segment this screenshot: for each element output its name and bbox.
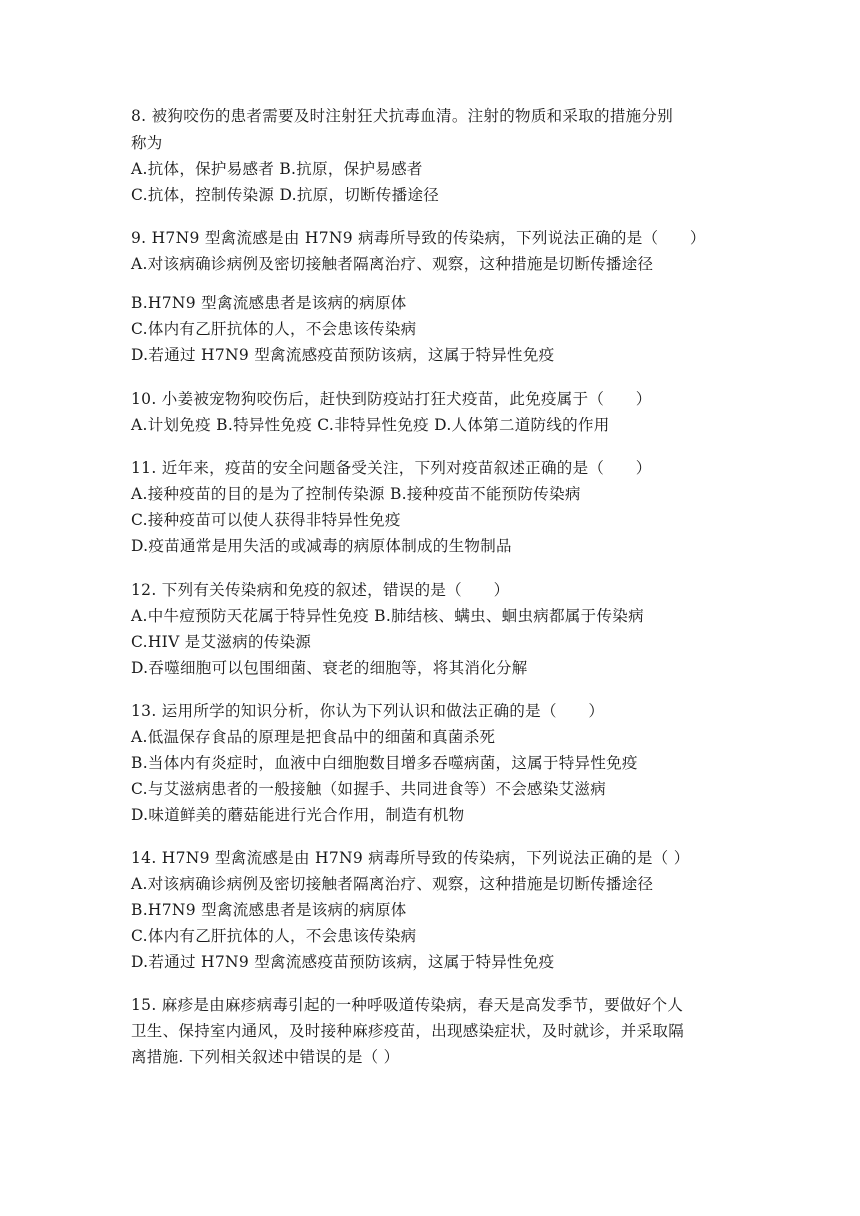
question-stem-line: 13. 运用所学的知识分析，你认为下列认识和做法正确的是（ ） [131,702,605,720]
option-line: C.体内有乙肝抗体的人，不会患该传染病 [131,320,417,338]
question-stem-line: 15. 麻疹是由麻疹病毒引起的一种呼吸道传染病，春天是高发季节，要做好个人 [131,996,684,1014]
option-line: A.对该病确诊病例及密切接触者隔离治疗、观察，这种措施是切断传播途径 [131,255,654,273]
option-line: A.计划免疫 B.特异性免疫 C.非特异性免疫 D.人体第二道防线的作用 [131,416,610,434]
question-stem-line: 9. H7N9 型禽流感是由 H7N9 病毒所导致的传染病，下列说法正确的是（ ） [131,229,706,247]
option-line: D.若通过 H7N9 型禽流感疫苗预防该病，这属于特异性免疫 [131,346,555,364]
question-stem-line: 卫生、保持室内通风，及时接种麻疹疫苗，出现感染症状，及时就诊，并采取隔 [131,1022,685,1040]
option-line: A.低温保存食品的原理是把食品中的细菌和真菌杀死 [131,728,496,746]
option-line: D.味道鲜美的蘑菇能进行光合作用，制造有机物 [131,806,465,824]
option-line: B.H7N9 型禽流感患者是该病的病原体 [131,901,407,919]
option-line: C.抗体，控制传染源 D.抗原，切断传播途径 [131,186,440,204]
question-stem-line: 14. H7N9 型禽流感是由 H7N9 病毒所导致的传染病，下列说法正确的是（ ） [131,849,690,867]
question-stem-line: 8. 被狗咬伤的患者需要及时注射狂犬抗毒血清。注射的物质和采取的措施分别 [131,107,674,125]
question-stem-line: 11. 近年来，疫苗的安全问题备受关注，下列对疫苗叙述正确的是（ ） [131,459,652,477]
question-stem-line: 10. 小姜被宠物狗咬伤后，赶快到防疫站打狂犬疫苗，此免疫属于（ ） [131,390,652,408]
option-line: B.H7N9 型禽流感患者是该病的病原体 [131,294,407,312]
question-stem-line: 离措施. 下列相关叙述中错误的是（ ） [131,1048,400,1066]
option-line: D.疫苗通常是用失活的或减毒的病原体制成的生物制品 [131,537,512,555]
option-line: A.接种疫苗的目的是为了控制传染源 B.接种疫苗不能预防传染病 [131,485,581,503]
option-line: B.当体内有炎症时，血液中白细胞数目增多吞噬病菌，这属于特异性免疫 [131,754,638,772]
option-line: A.中牛痘预防天花属于特异性免疫 B.肺结核、螨虫、蛔虫病都属于传染病 [131,607,644,625]
option-line: A.抗体，保护易感者 B.抗原，保护易感者 [131,160,423,178]
option-line: C.接种疫苗可以使人获得非特异性免疫 [131,511,401,529]
option-line: D.吞噬细胞可以包围细菌、衰老的细胞等，将其消化分解 [131,659,528,677]
question-stem-line: 12. 下列有关传染病和免疫的叙述，错误的是（ ） [131,581,510,599]
option-line: A.对该病确诊病例及密切接触者隔离治疗、观察，这种措施是切断传播途径 [131,875,654,893]
option-line: D.若通过 H7N9 型禽流感疫苗预防该病，这属于特异性免疫 [131,953,555,971]
option-line: C.与艾滋病患者的一般接触（如握手、共同进食等）不会感染艾滋病 [131,780,607,798]
option-line: C.HIV 是艾滋病的传染源 [131,633,312,651]
question-stem-line: 称为 [131,134,163,152]
option-line: C.体内有乙肝抗体的人，不会患该传染病 [131,927,417,945]
